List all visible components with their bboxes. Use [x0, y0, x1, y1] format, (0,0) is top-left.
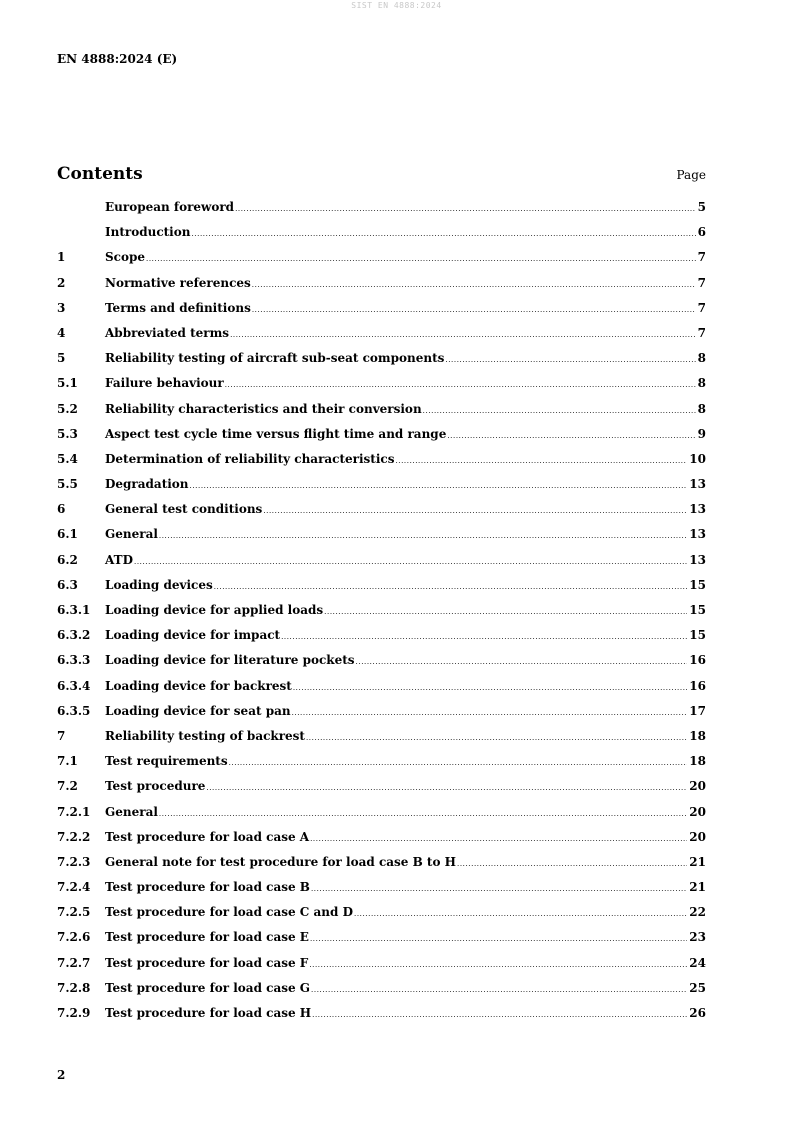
toc-entry[interactable] — [57, 981, 706, 1006]
toc-entry-title[interactable]: Introduction — [105, 225, 191, 240]
toc-entry-title[interactable]: Terms and definitions — [105, 300, 251, 315]
toc-entry-title[interactable]: Degradation — [105, 477, 189, 492]
toc-entry-title[interactable]: General — [105, 804, 158, 819]
toc-entry[interactable] — [57, 830, 706, 855]
toc-entry-number: 6.3.3 — [57, 653, 91, 668]
toc-entry-number: 7.2.6 — [57, 930, 91, 945]
toc-entry[interactable] — [57, 351, 706, 376]
toc-entry-page: 13 — [689, 502, 706, 517]
toc-dot-leader — [146, 255, 696, 263]
toc-dot-leader — [324, 608, 687, 616]
toc-entry-title[interactable]: Test procedure for load case G — [105, 980, 311, 995]
toc-dot-leader — [281, 633, 687, 641]
toc-entry-number: 6.2 — [57, 552, 78, 567]
toc-entry-page: 13 — [689, 477, 706, 492]
toc-entry-title[interactable]: Loading device for seat pan — [105, 703, 291, 718]
toc-entry-number: 7.2.4 — [57, 880, 91, 895]
toc-entry-title[interactable]: Aspect test cycle time versus flight time and range — [105, 426, 447, 441]
toc-entry[interactable] — [57, 1006, 706, 1031]
toc-dot-leader — [306, 734, 687, 742]
toc-entry-title[interactable]: General test conditions — [105, 502, 263, 517]
toc-entry-page: 20 — [689, 829, 706, 844]
toc-entry-page: 22 — [689, 905, 706, 920]
toc-entry-number: 7.2.2 — [57, 829, 91, 844]
toc-entry-page: 13 — [689, 552, 706, 567]
toc-entry-title[interactable]: Determination of reliability characteristics — [105, 451, 395, 466]
toc-entry-number: 7.2.1 — [57, 804, 91, 819]
toc-dot-leader — [134, 558, 687, 566]
toc-entry-number: 1 — [57, 250, 66, 265]
toc-entry[interactable] — [57, 754, 706, 779]
page-column-label: Page — [676, 168, 706, 182]
toc-entry-page: 15 — [689, 628, 706, 643]
toc-entry[interactable] — [57, 653, 706, 678]
toc-entry-number: 4 — [57, 325, 66, 340]
toc-entry[interactable] — [57, 250, 706, 275]
toc-dot-leader — [356, 658, 688, 666]
toc-entry-title[interactable]: Loading device for backrest — [105, 678, 292, 693]
toc-entry-number: 6.1 — [57, 527, 78, 542]
toc-entry-page: 16 — [689, 653, 706, 668]
toc-entry-number: 6.3.5 — [57, 703, 91, 718]
toc-entry[interactable] — [57, 376, 706, 401]
toc-entry-title[interactable]: Test procedure for load case A — [105, 829, 310, 844]
toc-entry[interactable] — [57, 880, 706, 905]
toc-entry-page: 24 — [689, 955, 706, 970]
watermark: SIST EN 4888:2024 — [351, 1, 442, 10]
toc-dot-leader — [191, 230, 695, 238]
toc-entry-number: 5.2 — [57, 401, 78, 416]
toc-entry-number: 6.3.2 — [57, 628, 91, 643]
toc-dot-leader — [311, 986, 687, 994]
toc-entry-title[interactable]: Test requirements — [105, 754, 228, 769]
toc-entry[interactable] — [57, 855, 706, 880]
toc-entry-number: 7.2.8 — [57, 980, 91, 995]
toc-entry-number: 5 — [57, 351, 66, 366]
toc-entry-page: 8 — [697, 401, 706, 416]
toc-entry-page: 15 — [689, 603, 706, 617]
toc-entry[interactable] — [57, 301, 706, 326]
toc-entry-number: 7.2 — [57, 779, 78, 794]
toc-entry-page: 26 — [689, 1006, 706, 1020]
toc-entry-title[interactable]: Test procedure for load case C and D — [105, 905, 353, 920]
toc-entry-page: 16 — [689, 678, 706, 693]
toc-dot-leader — [292, 709, 688, 717]
toc-entry[interactable] — [57, 502, 706, 527]
toc-entry[interactable] — [57, 452, 706, 477]
toc-dot-leader — [229, 759, 688, 767]
toc-entry-page: 7 — [697, 275, 706, 290]
toc-entry[interactable] — [57, 200, 706, 225]
toc-entry-title[interactable]: General — [105, 527, 158, 542]
toc-entry-number: 7.2.5 — [57, 905, 91, 920]
toc-entry[interactable] — [57, 729, 706, 754]
toc-dot-leader — [310, 835, 687, 843]
toc-entry-title[interactable]: Reliability testing of aircraft sub-seat components — [105, 351, 445, 366]
toc-entry-page: 8 — [697, 376, 706, 391]
toc-entry-page: 18 — [689, 754, 706, 769]
toc-dot-leader — [159, 532, 687, 540]
toc-entry-title[interactable]: European foreword — [105, 200, 235, 214]
toc-entry-page: 9 — [697, 426, 706, 441]
toc-entry-number: 7 — [57, 728, 66, 743]
toc-entry-title[interactable]: Test procedure for load case H — [105, 1006, 312, 1020]
toc-entry[interactable] — [57, 603, 706, 628]
toc-dot-leader — [263, 507, 687, 515]
toc-entry-page: 7 — [697, 325, 706, 340]
toc-entry[interactable] — [57, 553, 706, 578]
toc-entry-number: 7.2.7 — [57, 955, 91, 970]
toc-entry-number: 7.2.9 — [57, 1006, 91, 1020]
toc-entry-page: 7 — [697, 250, 706, 265]
toc-dot-leader — [309, 961, 687, 969]
toc-entry[interactable] — [57, 225, 706, 250]
toc-dot-leader — [354, 910, 687, 918]
toc-dot-leader — [445, 356, 695, 364]
toc-entry-title[interactable]: Loading device for applied loads — [105, 603, 324, 617]
toc-entry-page: 10 — [689, 451, 706, 466]
toc-entry-number: 5.1 — [57, 376, 78, 391]
toc-dot-leader — [206, 784, 687, 792]
toc-entry-page: 6 — [697, 225, 706, 240]
toc-entry-page: 13 — [689, 527, 706, 542]
toc-entry-title[interactable]: Loading devices — [105, 577, 213, 592]
toc-entry[interactable] — [57, 578, 706, 603]
toc-entry-page: 21 — [689, 880, 706, 895]
toc-entry-title[interactable]: Normative references — [105, 275, 251, 290]
toc-entry-title[interactable]: ATD — [105, 552, 133, 567]
document-identifier: EN 4888:2024 (E) — [57, 52, 178, 66]
toc-dot-leader — [235, 205, 696, 213]
table-of-contents — [57, 200, 706, 1031]
toc-entry-page: 25 — [689, 980, 706, 995]
toc-dot-leader — [395, 457, 687, 465]
toc-entry-title[interactable]: Scope — [105, 250, 146, 265]
toc-entry-page: 23 — [689, 930, 706, 945]
toc-entry-number: 7.1 — [57, 754, 78, 769]
toc-dot-leader — [225, 381, 696, 389]
toc-entry-number: 6.3.4 — [57, 678, 91, 693]
toc-dot-leader — [252, 306, 696, 314]
toc-entry-page: 18 — [689, 728, 706, 743]
toc-dot-leader — [457, 860, 687, 868]
toc-entry[interactable] — [57, 427, 706, 452]
toc-dot-leader — [159, 810, 687, 818]
toc-entry-title[interactable]: Test procedure for load case F — [105, 955, 309, 970]
toc-entry[interactable] — [57, 956, 706, 981]
toc-entry-number: 2 — [57, 275, 66, 290]
toc-entry[interactable] — [57, 402, 706, 427]
toc-entry[interactable] — [57, 276, 706, 301]
toc-dot-leader — [252, 281, 696, 289]
toc-entry[interactable] — [57, 905, 706, 930]
toc-dot-leader — [423, 407, 696, 415]
toc-entry-title[interactable]: General note for test procedure for load case B to H — [105, 854, 456, 869]
toc-entry-title[interactable]: Loading device for impact — [105, 628, 281, 643]
toc-entry-page: 20 — [689, 779, 706, 794]
toc-entry-title[interactable]: Test procedure for load case B — [105, 880, 310, 895]
toc-entry-page: 21 — [689, 854, 706, 869]
toc-entry[interactable] — [57, 930, 706, 955]
toc-entry[interactable] — [57, 679, 706, 704]
toc-entry-number: 3 — [57, 300, 66, 315]
toc-entry[interactable] — [57, 779, 706, 804]
toc-entry-title[interactable]: Loading device for literature pockets — [105, 653, 355, 668]
toc-dot-leader — [312, 1011, 687, 1019]
toc-entry-page: 5 — [697, 200, 706, 214]
toc-entry-number: 7.2.3 — [57, 854, 91, 869]
toc-entry-title[interactable]: Reliability characteristics and their conversion — [105, 401, 422, 416]
toc-dot-leader — [214, 583, 688, 591]
toc-entry[interactable] — [57, 704, 706, 729]
toc-entry-page: 20 — [689, 804, 706, 819]
toc-entry-number: 5.5 — [57, 477, 78, 492]
toc-entry[interactable] — [57, 628, 706, 653]
toc-entry-page: 17 — [689, 703, 706, 718]
toc-entry-number: 6 — [57, 502, 66, 517]
toc-entry[interactable] — [57, 805, 706, 830]
toc-dot-leader — [311, 885, 687, 893]
toc-entry-title[interactable]: Test procedure for load case E — [105, 930, 309, 945]
toc-dot-leader — [293, 684, 687, 692]
toc-entry-number: 5.4 — [57, 451, 78, 466]
toc-entry-page: 15 — [689, 577, 706, 592]
toc-entry-title[interactable]: Reliability testing of backrest — [105, 728, 305, 743]
toc-entry-title[interactable]: Abbreviated terms — [105, 325, 230, 340]
toc-entry-title[interactable]: Test procedure — [105, 779, 206, 794]
toc-entry-page: 8 — [697, 351, 706, 366]
toc-dot-leader — [310, 935, 687, 943]
toc-entry-title[interactable]: Failure behaviour — [105, 376, 224, 391]
page-number: 2 — [57, 1068, 66, 1082]
toc-entry-number: 6.3 — [57, 577, 78, 592]
toc-entry[interactable] — [57, 326, 706, 351]
toc-entry-number: 6.3.1 — [57, 603, 91, 617]
toc-entry-page: 7 — [697, 300, 706, 315]
toc-entry[interactable] — [57, 527, 706, 552]
toc-entry[interactable] — [57, 477, 706, 502]
toc-dot-leader — [230, 331, 696, 339]
toc-entry-number: 5.3 — [57, 426, 78, 441]
contents-heading: Contents — [57, 164, 143, 184]
toc-dot-leader — [190, 482, 688, 490]
toc-dot-leader — [447, 432, 695, 440]
